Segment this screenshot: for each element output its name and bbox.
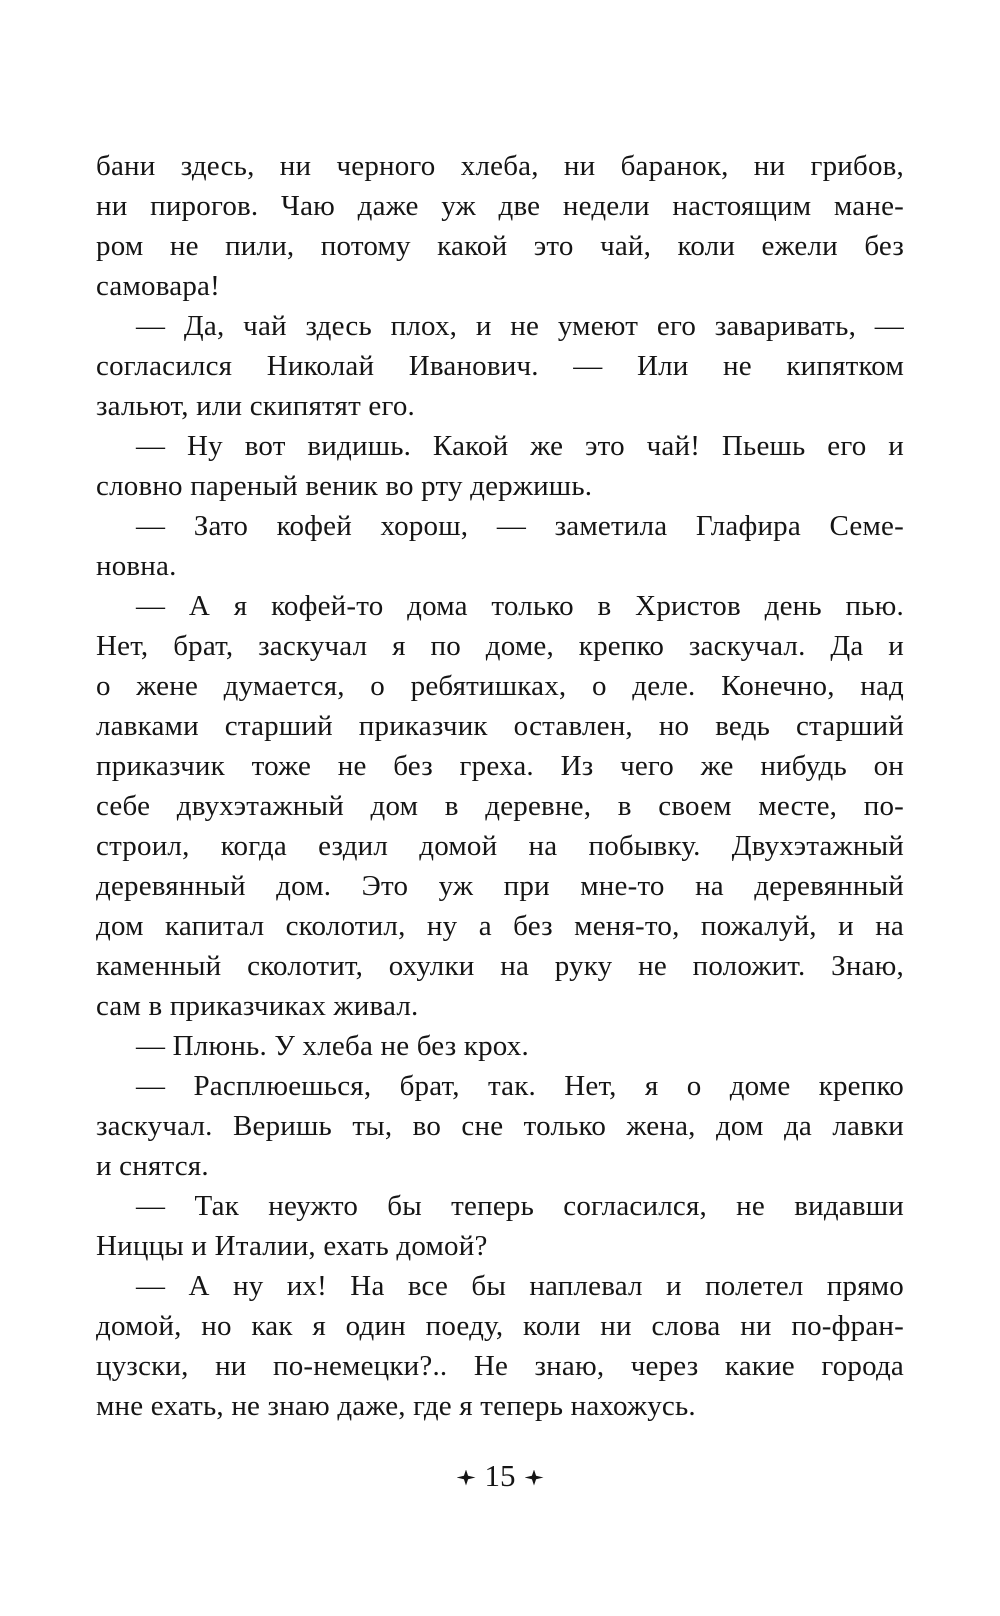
text-line: и снятся. bbox=[96, 1150, 209, 1182]
text-line: Нет, брат, заскучал я по доме, крепко заскучал. Да и bbox=[96, 630, 904, 662]
text-line: — Ну вот видишь. Какой же это чай! Пьешь его и bbox=[136, 430, 904, 462]
text-line: — А я кофей-то дома только в Христов день пью. bbox=[136, 590, 904, 622]
text-line: ни пирогов. Чаю даже уж две недели настоящим мане- bbox=[96, 190, 904, 222]
text-line: бани здесь, ни черного хлеба, ни баранок, ни грибов, bbox=[96, 150, 904, 182]
text-line: себе двухэтажный дом в деревне, в своем месте, по- bbox=[96, 790, 904, 822]
text-line: — Так неужто бы теперь согласился, не видавши bbox=[136, 1190, 904, 1222]
text-line: лавками старший приказчик оставлен, но ведь старший bbox=[96, 710, 904, 742]
page-number: 15 bbox=[484, 1458, 516, 1493]
text-line: строил, когда ездил домой на побывку. Двухэтажный bbox=[96, 830, 904, 862]
text-line: новна. bbox=[96, 550, 177, 582]
text-line: приказчик тоже не без греха. Из чего же нибудь он bbox=[96, 750, 904, 782]
text-line: — Расплюешься, брат, так. Нет, я о доме крепко bbox=[136, 1070, 904, 1102]
text-line: цузски, ни по-немецки?.. Не знаю, через какие города bbox=[96, 1350, 904, 1382]
text-line: словно пареный веник во рту держишь. bbox=[96, 470, 593, 502]
page-text bbox=[96, 146, 904, 1426]
text-line: — Да, чай здесь плох, и не умеют его заваривать, — bbox=[136, 310, 904, 342]
text-line: заскучал. Веришь ты, во сне только жена, дом да лавки bbox=[96, 1110, 904, 1142]
text-line: Ниццы и Италии, ехать домой? bbox=[96, 1230, 488, 1262]
text-line: каменный сколотит, охулки на руку не положит. Знаю, bbox=[96, 950, 904, 982]
text-line: дом капитал сколотил, ну а без меня-то, пожалуй, и на bbox=[96, 910, 904, 942]
four-pointed-star-icon bbox=[457, 1470, 476, 1486]
text-line: деревянный дом. Это уж при мне-то на деревянный bbox=[96, 870, 904, 902]
text-line: — Зато кофей хорош, — заметила Глафира Семе- bbox=[136, 510, 904, 542]
text-line: домой, но как я один поеду, коли ни слова ни по-фран- bbox=[96, 1310, 904, 1342]
text-line: согласился Николай Иванович. — Или не кипятком bbox=[96, 350, 904, 382]
text-line: — А ну их! На все бы наплевал и полетел прямо bbox=[136, 1270, 904, 1302]
four-pointed-star-icon bbox=[525, 1470, 544, 1486]
text-line: ром не пили, потому какой это чай, коли ежели без bbox=[96, 230, 904, 262]
text-line: о жене думается, о ребятишках, о деле. Конечно, над bbox=[96, 670, 904, 702]
text-line: самовара! bbox=[96, 270, 220, 302]
text-line: — Плюнь. У хлеба не без крох. bbox=[136, 1030, 529, 1062]
text-line: мне ехать, не знаю даже, где я теперь нахожусь. bbox=[96, 1390, 696, 1422]
text-line: зальют, или скипятят его. bbox=[96, 390, 416, 422]
page-footer bbox=[0, 1458, 1000, 1494]
text-line: сам в приказчиках живал. bbox=[96, 990, 419, 1022]
